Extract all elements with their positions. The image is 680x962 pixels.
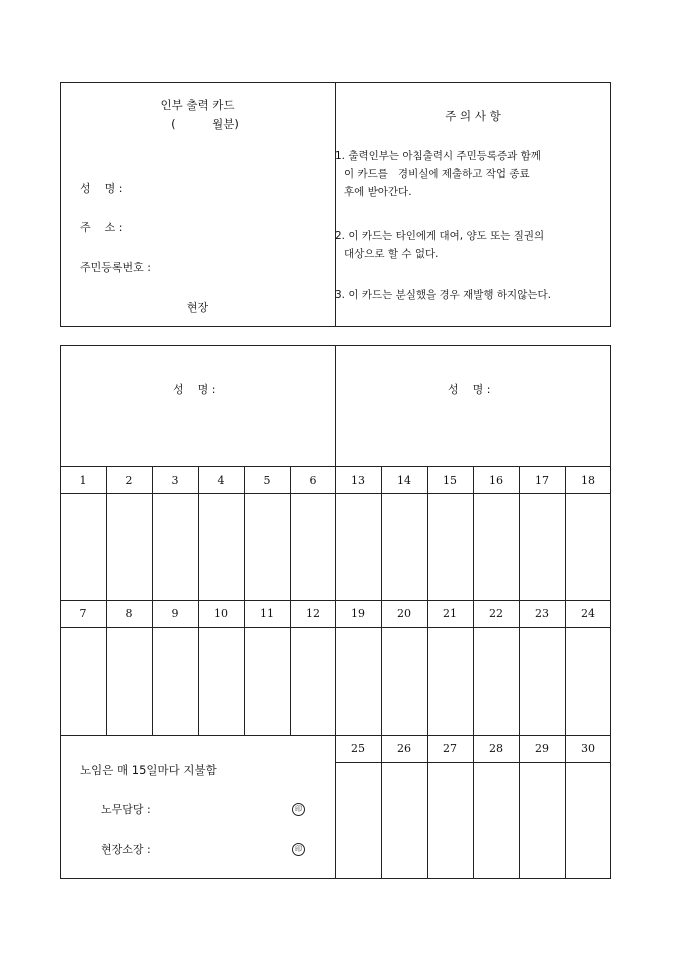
- day-cell: 6: [309, 474, 317, 487]
- seal-mark: 印: [292, 843, 305, 856]
- seal-mark: 印: [292, 803, 305, 816]
- address-label: 주 소 :: [80, 221, 123, 234]
- grid-col: [244, 466, 245, 735]
- grid-rule: [60, 600, 611, 601]
- name-label: 성 명 :: [80, 182, 123, 195]
- day-cell: 26: [397, 742, 411, 755]
- day-cell: 16: [489, 474, 503, 487]
- attendance-name-right: 성 명 :: [448, 383, 491, 396]
- notes-title: 주 의 사 항: [445, 109, 501, 123]
- day-cell: 28: [489, 742, 503, 755]
- day-cell: 8: [125, 607, 133, 620]
- day-cell: 20: [397, 607, 411, 620]
- grid-col: [106, 466, 107, 735]
- grid-rule: [60, 627, 611, 628]
- day-cell: 30: [581, 742, 595, 755]
- note-2-line-b: 대상으로 할 수 없다.: [344, 248, 439, 260]
- day-cell: 14: [397, 474, 411, 487]
- grid-col: [290, 466, 291, 735]
- day-cell: 11: [260, 607, 274, 620]
- wage-note: 노임은 매 15일마다 지불함: [80, 763, 217, 777]
- note-3-line: 3. 이 카드는 분실했을 경우 재발행 하지않는다.: [335, 289, 551, 301]
- site-label: 현장: [186, 301, 209, 314]
- note-1-line-a: 1. 출력인부는 아침출력시 주민등록증과 함께: [335, 150, 541, 162]
- day-cell: 15: [443, 474, 457, 487]
- day-cell: 24: [581, 607, 595, 620]
- day-cell: 25: [351, 742, 365, 755]
- day-cell: 2: [125, 474, 133, 487]
- day-cell: 4: [217, 474, 225, 487]
- day-cell: 3: [171, 474, 179, 487]
- note-3: [335, 286, 613, 304]
- site-manager-label: 현장소장 :: [101, 843, 151, 856]
- day-cell: 29: [535, 742, 549, 755]
- grid-rule: [60, 466, 611, 467]
- day-cell: 12: [306, 607, 320, 620]
- note-1-line-b: 이 카드를 경비실에 제출하고 작업 종료: [344, 168, 530, 180]
- labor-manager-seal: [292, 801, 305, 816]
- note-2-line-a: 2. 이 카드는 타인에게 대여, 양도 또는 질권의: [335, 230, 545, 242]
- day-cell: 23: [535, 607, 549, 620]
- site-manager-seal: [292, 841, 305, 856]
- day-cell: 13: [351, 474, 365, 487]
- day-cell: 17: [535, 474, 549, 487]
- grid-col: [381, 466, 382, 879]
- grid-col: [198, 466, 199, 735]
- note-2: [335, 227, 613, 263]
- grid-col: [427, 466, 428, 879]
- note-1-line-c: 후에 받아간다.: [344, 186, 412, 198]
- day-cell: 18: [581, 474, 595, 487]
- day-cell: 27: [443, 742, 457, 755]
- attendance-name-left: 성 명 :: [173, 383, 216, 396]
- grid-rule: [60, 493, 611, 494]
- note-1: [335, 147, 613, 201]
- day-cell: 19: [351, 607, 365, 620]
- grid-col: [152, 466, 153, 735]
- card-title: 인부 출력 카드: [160, 98, 235, 112]
- day-cell: 9: [171, 607, 179, 620]
- day-cell: 22: [489, 607, 503, 620]
- labor-manager-label: 노무담당 :: [101, 803, 151, 816]
- card-month: ( 월분): [171, 117, 239, 131]
- grid-col: [565, 466, 566, 879]
- day-cell: 7: [79, 607, 87, 620]
- resident-number-label: 주민등록번호 :: [80, 261, 151, 274]
- grid-col: [519, 466, 520, 879]
- day-cell: 21: [443, 607, 457, 620]
- grid-col: [473, 466, 474, 879]
- grid-rule: [60, 735, 611, 736]
- day-cell: 10: [214, 607, 228, 620]
- day-cell: 1: [79, 474, 87, 487]
- day-cell: 5: [263, 474, 271, 487]
